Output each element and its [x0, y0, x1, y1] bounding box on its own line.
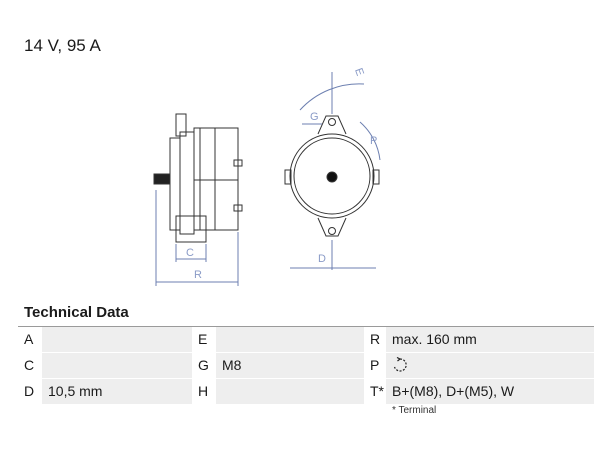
key-cell: D — [18, 379, 42, 404]
value-cell — [42, 353, 214, 378]
key-cell: A — [18, 327, 42, 352]
value-cell: 10,5 mm — [42, 379, 214, 404]
front-view — [285, 72, 380, 270]
key-cell: G — [192, 353, 216, 378]
value-cell — [216, 327, 364, 352]
value-cell: M8 — [216, 353, 364, 378]
value-cell — [42, 327, 214, 352]
table-row — [18, 379, 594, 405]
key-cell: H — [192, 379, 216, 404]
value-cell: max. 160 mm — [386, 327, 594, 352]
dim-label-g: G — [310, 111, 319, 123]
key-cell: P — [364, 353, 386, 378]
key-cell: R — [364, 327, 386, 352]
key-cell: T* — [364, 379, 386, 404]
table-row — [18, 327, 594, 353]
terminal-footnote: * Terminal — [392, 405, 437, 416]
dim-label-p: P — [370, 135, 378, 147]
product-heading: 14 V, 95 A — [24, 36, 101, 55]
dim-label-d: D — [318, 253, 326, 265]
key-cell: E — [192, 327, 216, 352]
clockwise-rotation-icon — [392, 357, 408, 373]
technical-data-title: Technical Data — [24, 304, 129, 321]
value-cell — [386, 353, 594, 378]
table-row — [18, 353, 594, 379]
value-cell: B+(M8), D+(M5), W — [386, 379, 594, 404]
dim-label-c: C — [186, 247, 194, 259]
dim-label-r: R — [194, 269, 202, 281]
value-cell — [216, 379, 364, 404]
key-cell: C — [18, 353, 42, 378]
dim-label-e: E — [352, 66, 366, 78]
technical-data-table — [18, 327, 594, 405]
side-view — [154, 114, 242, 286]
